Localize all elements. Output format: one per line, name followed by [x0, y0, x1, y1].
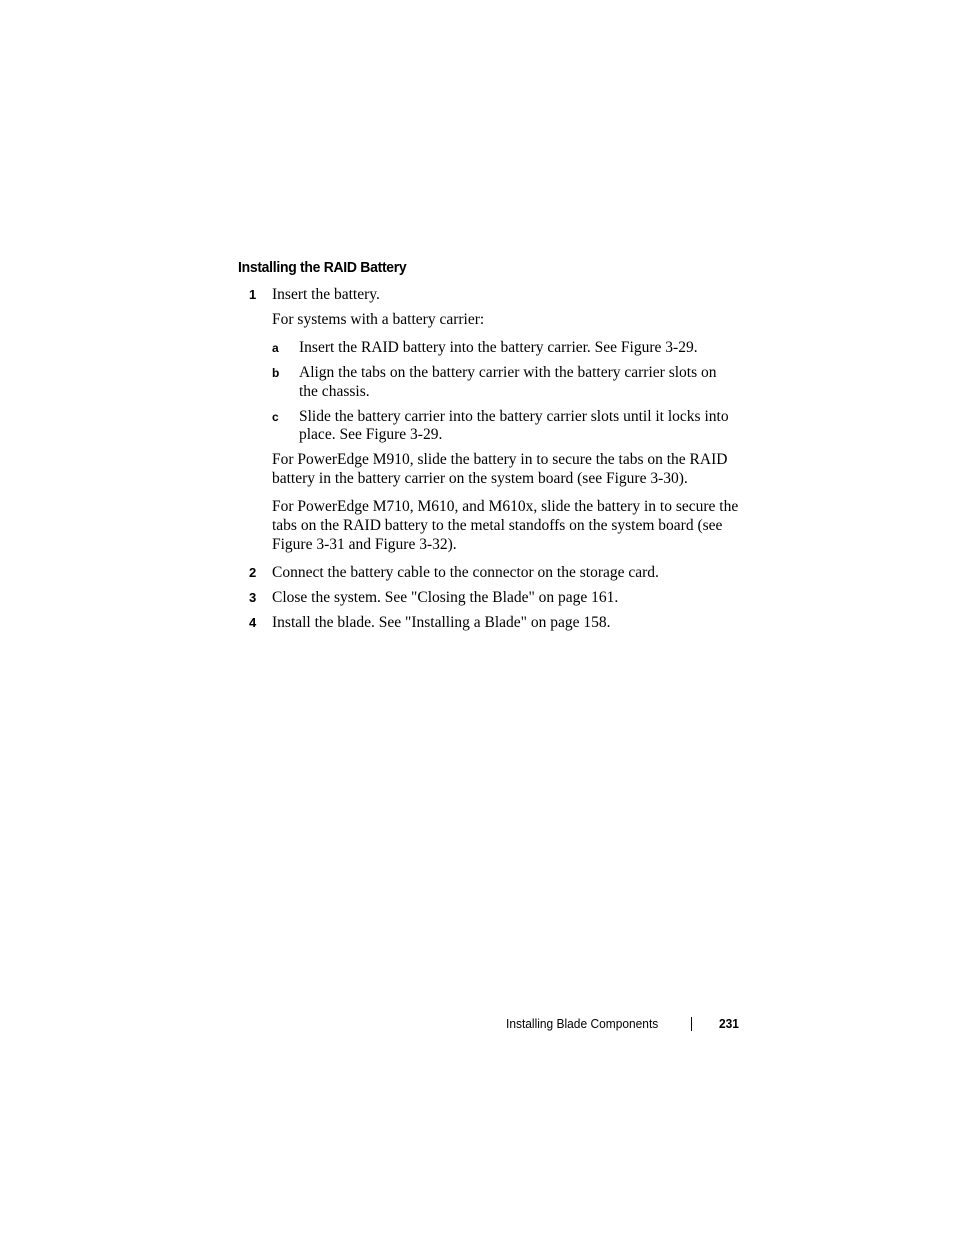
substep-text-line: Insert the RAID battery into the battery carrier. See Figure 3-29.	[299, 339, 698, 356]
footer-separator	[691, 1017, 692, 1031]
substep-text-line: the chassis.	[299, 383, 370, 400]
substep-text-line: Slide the battery carrier into the battery carrier slots until it locks into	[299, 408, 729, 425]
paragraph-line: Figure 3-31 and Figure 3-32).	[272, 536, 457, 553]
substep-text-line: place. See Figure 3-29.	[299, 426, 443, 443]
step-number: 2	[249, 565, 257, 580]
step-intro: For systems with a battery carrier:	[272, 311, 485, 328]
step-number: 1	[249, 287, 257, 302]
paragraph-line: For PowerEdge M910, slide the battery in to secure the tabs on the RAID	[272, 451, 728, 468]
step-text: Install the blade. See "Installing a Blade" on page 158.	[272, 614, 611, 631]
paragraph-line: tabs on the RAID battery to the metal standoffs on the system board (see	[272, 517, 723, 534]
substep-letter: a	[272, 341, 279, 355]
page-number: 231	[719, 1016, 739, 1031]
section-heading: Installing the RAID Battery	[238, 259, 407, 276]
paragraph-line: battery in the battery carrier on the system board (see Figure 3-30).	[272, 470, 688, 487]
paragraph-line: For PowerEdge M710, M610, and M610x, slide the battery in to secure the	[272, 498, 739, 515]
step-text: Insert the battery.	[272, 286, 380, 303]
substep-letter: b	[272, 366, 280, 380]
step-number: 3	[249, 590, 257, 605]
step-text: Connect the battery cable to the connector on the storage card.	[272, 564, 659, 581]
footer-chapter-title: Installing Blade Components	[506, 1016, 659, 1031]
substep-text-line: Align the tabs on the battery carrier with the battery carrier slots on	[299, 364, 717, 381]
step-text: Close the system. See "Closing the Blade" on page 161.	[272, 589, 619, 606]
substep-letter: c	[272, 410, 279, 424]
page-footer	[0, 1015, 954, 1035]
step-number: 4	[249, 615, 257, 630]
